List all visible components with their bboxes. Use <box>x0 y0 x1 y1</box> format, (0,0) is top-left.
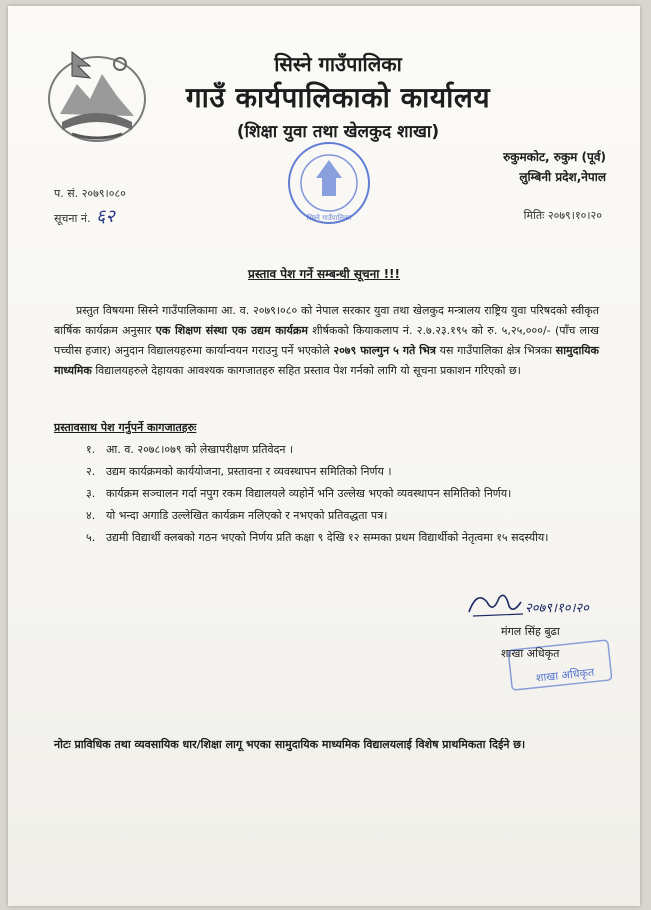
address-line-1: रुकुमकोट, रुकुम (पूर्व) <box>503 150 606 164</box>
municipality-name: सिस्ने गाउँपालिका <box>274 52 402 76</box>
notice-subject: प्रस्ताव पेश गर्ने सम्बन्धी सूचना !!! <box>248 267 400 281</box>
date-label: मितिः <box>523 209 545 222</box>
notice-label: सूचना नं. <box>54 212 91 225</box>
documents-list <box>86 440 594 550</box>
letter-page <box>8 6 640 906</box>
list-item <box>86 506 594 526</box>
list-item <box>86 462 594 482</box>
signature-date: २०७९।१०।२० <box>525 601 589 616</box>
officer-stamp-icon <box>506 639 616 691</box>
list-item <box>86 484 594 504</box>
item-text: उद्यमी विद्यार्थी क्लबको गठन भएको निर्णय प्रति कक्षा ९ देखि १२ सम्मका प्रथम विद्यार्थीको नेतृत्वमा १५ सदस्यीय। <box>106 531 549 544</box>
body-text-2: शीर्षकको कियाकलाप नं. २.७.२३.१९५ को रु. ५,२५,०००/- (पाँच लाख पच्चीस हजार) अनुदान विद्यालयहरुमा कार्यान्वयन गराउनु पर्ने भएकोले <box>54 324 599 357</box>
notice-value: ६२ <box>95 206 115 227</box>
body-text-4: विद्यालयहरुले देहायका आवश्यक कागजातहरु सहित प्रस्ताव पेश गर्नको लागि यो सूचना प्रकाशन गरिएको छ। <box>95 364 521 377</box>
signatory-name: मंगल सिंह बुढा <box>501 625 560 638</box>
body-text-3: यस गाउँपालिका क्षेत्र भित्रका <box>439 344 553 357</box>
item-number: ४. <box>86 509 96 522</box>
date-value: २०७९।१०।२० <box>547 209 602 222</box>
notice-body <box>54 301 599 381</box>
address-line-2: लुम्बिनी प्रदेश,नेपाल <box>519 170 606 184</box>
item-text: यो भन्दा अगाडि उल्लेखित कार्यक्रम नलिएको र नभएको प्रतिवद्धता पत्र। <box>106 509 388 522</box>
item-text: आ. व. २०७८।०७९ को लेखापरीक्षण प्रतिवेदन । <box>106 443 294 456</box>
notice-number <box>54 204 115 228</box>
item-number: २. <box>86 465 96 478</box>
ps-value: २०७९।०८० <box>81 187 126 200</box>
letter-date <box>524 208 602 223</box>
office-name: गाउँ कार्यपालिकाको कार्यालय <box>185 81 491 114</box>
deadline: २०७९ फाल्गुन ५ गते भित्र <box>333 344 436 357</box>
item-number: १. <box>86 443 96 456</box>
seal-text: सिस्ने गाउँपालिका <box>306 214 352 222</box>
section-name: (शिक्षा युवा तथा खेलकुद शाखा) <box>236 122 440 142</box>
program-name: एक शिक्षण संस्था एक उद्यम कार्यक्रम <box>155 324 308 337</box>
list-item <box>86 440 594 460</box>
item-number: ५. <box>86 531 96 544</box>
signature <box>463 584 613 624</box>
list-item <box>86 528 594 548</box>
signatory-title: शाखा अधिकृत <box>501 647 560 660</box>
item-text: कार्यक्रम सञ्चालन गर्दा नपुग रकम विद्यालयले व्यहोर्ने भनि उल्लेख भएको व्यवस्थापन समितिको निर्णय। <box>106 487 512 500</box>
body-text-1: प्रस्तुत विषयमा सिस्ने गाउँपालिकामा आ. व. २०७९।०८० को नेपाल सरकार युवा तथा खेलकुद मन्त्रालय राष्ट्रिय युवा परिषदको स्वीकृत बार्षिक कार्यक्रम अनुसार <box>54 304 599 337</box>
documents-heading: प्रस्तावसाथ पेश गर्नुपर्ने कागजातहरुः <box>54 421 197 434</box>
reference-number <box>54 186 126 201</box>
school-type: सामुदायिक माध्यमिक <box>54 344 599 377</box>
item-text: उद्यम कार्यक्रमको कार्ययोजना, प्रस्तावना र व्यवस्थापन समितिको निर्णय । <box>106 465 392 478</box>
item-number: ३. <box>86 487 96 500</box>
stamp-text: शाखा अधिकृत <box>535 665 595 685</box>
office-seal-icon <box>284 138 374 228</box>
nepal-emblem-icon <box>42 44 152 144</box>
notice-note: नोटः प्राविधिक तथा व्यवसायिक धार/शिक्षा लागू भएका सामुदायिक माध्यमिक विद्यालयलाई विशेष प्राथमिकता दिईने छ। <box>54 738 526 751</box>
ps-label: प. सं. <box>54 187 79 200</box>
